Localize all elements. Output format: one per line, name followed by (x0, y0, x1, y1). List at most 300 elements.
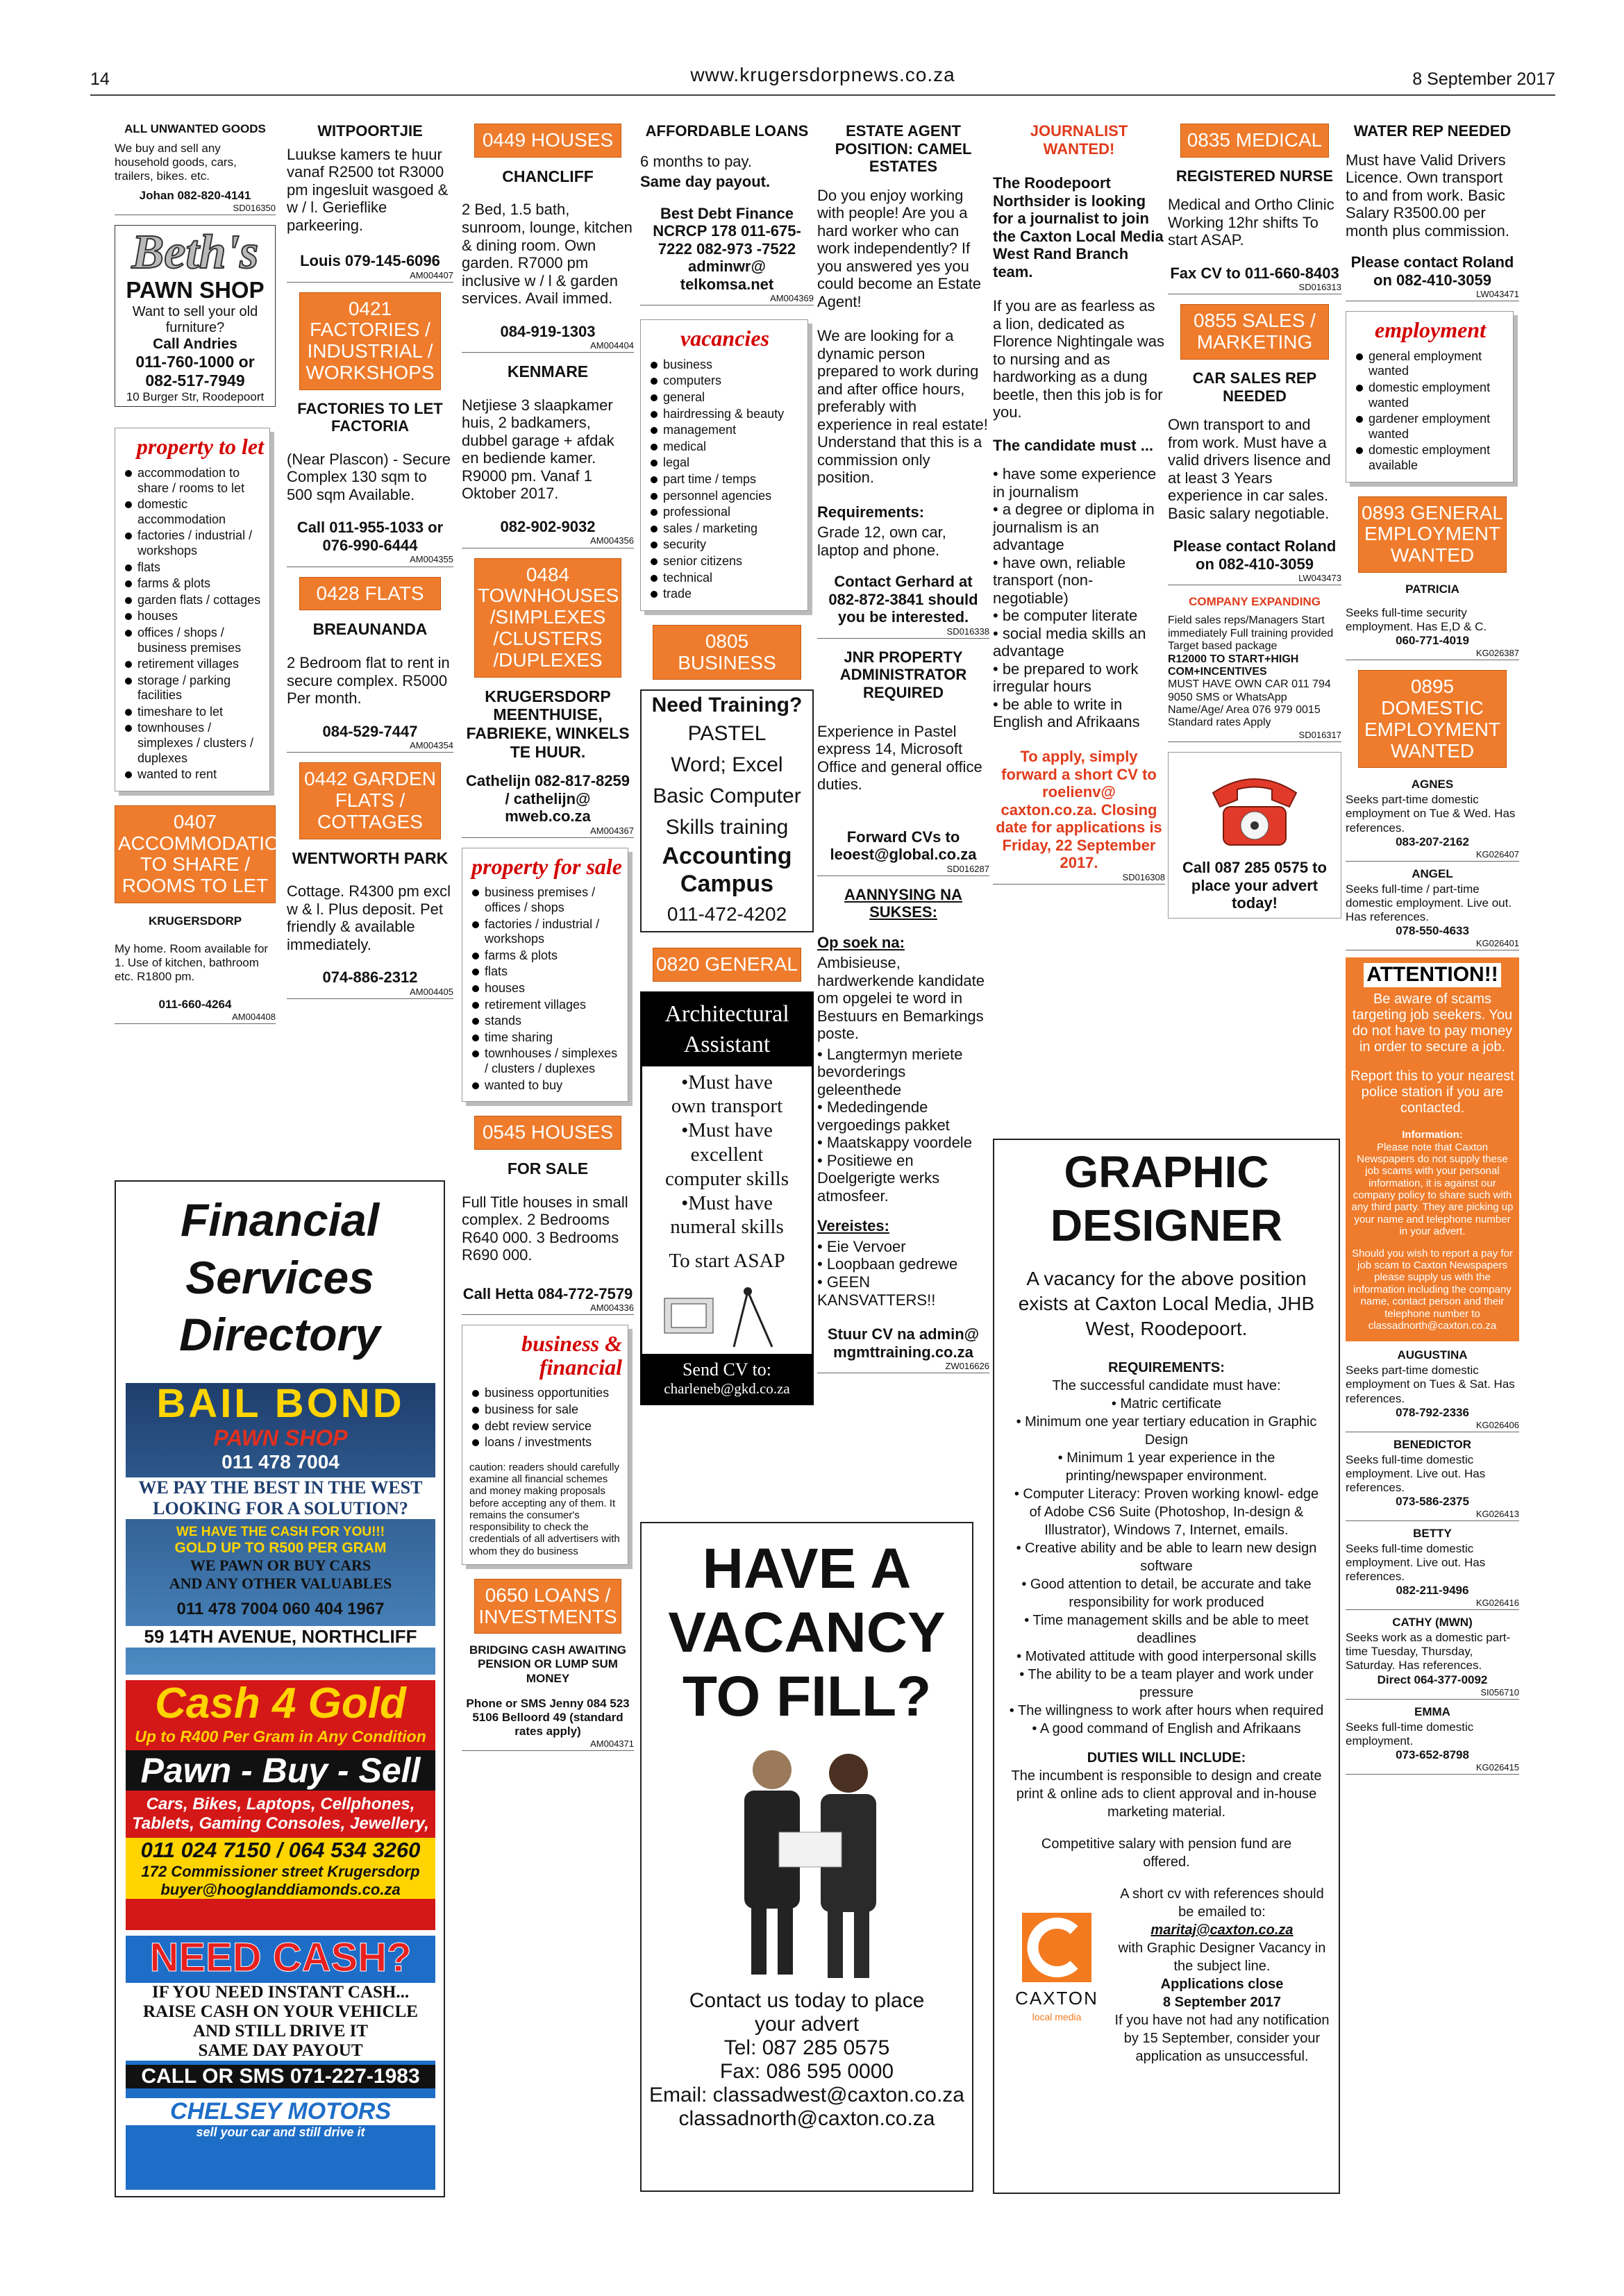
pawnshop-name: PAWN SHOP (126, 277, 265, 303)
need-cash-ad (126, 1936, 435, 2190)
index-item: domestic accommodation (122, 497, 264, 527)
person-ad (1346, 1616, 1519, 1699)
ad-text: To start ASAP (669, 1250, 785, 1273)
index-item: hairdressing & beauty (648, 407, 802, 422)
ad-text: Up to R400 Per Gram in Any Condition (135, 1727, 426, 1746)
list-item: • a degree or diploma in journalism is an advantage (993, 501, 1155, 554)
ad-heading: AFFORDABLE LOANS (645, 122, 809, 140)
cash-4-gold-ad (126, 1680, 435, 1930)
index-item: retirement villages (469, 998, 622, 1013)
index-item: management (648, 423, 802, 438)
ad-ref: AM004407 (287, 270, 453, 283)
ad-text: IF YOU NEED INSTANT CASH... (126, 1983, 435, 2002)
category-0407: 0407 ACCOMMODATION TO SHARE / ROOMS TO LET (115, 805, 276, 903)
ad-phone: Fax CV to 011-660-8403 (1170, 264, 1339, 282)
ad-text: Applications close (1160, 1976, 1284, 1992)
ad-text: Must have Valid Drivers Licence. Own transport to and from work. Basic Salary R3500.00 per month plus commission. (1346, 151, 1509, 240)
ad-text: •Must have (681, 1071, 773, 1093)
list-item: • Creative ability and be able to learn new design software (1016, 1540, 1317, 1574)
property-for-sale-index (462, 848, 628, 1102)
ad-heading: COMPANY EXPANDING (1189, 595, 1321, 609)
ad-ref: KG026416 (1346, 1598, 1519, 1610)
ad-text: Vereistes: (817, 1217, 889, 1235)
ad-ref: KG026387 (1346, 648, 1519, 660)
column-7 (1168, 118, 1341, 919)
ad-heading: DUTIES WILL INCLUDE: (1087, 1750, 1246, 1766)
ad-heading: Need Training? (651, 694, 803, 717)
call-to-advertise-ad (1168, 752, 1341, 919)
index-list (648, 358, 802, 602)
warning-text: Please note that Caxton Newspapers do not supply these job scams with your personal information, it is against our company policy to share such with any third party. They are picking up your name and telephone number in your advert. (1351, 1141, 1514, 1238)
ad-phone: Cathelijn 082-817-8259 / cathelijn@ mweb.co.za (465, 772, 630, 826)
index-item: houses (122, 609, 264, 624)
index-item: offices / shops / business premises (122, 626, 264, 655)
apply-text: To apply, simply forward a short CV to roelienv@ caxton.co.za. Closing date for applications is Friday, 22 September 2017. (996, 747, 1162, 872)
column-4 (640, 118, 814, 1405)
ad-text: Field sales reps/Managers Start immediately Full training provided Target based package (1168, 614, 1334, 653)
ad-heading: VACANCY (668, 1600, 946, 1664)
list-item: • social media skills an advantage (993, 624, 1146, 660)
index-title: business & financial (521, 1331, 622, 1380)
list-item: • Minimum one year tertiary education in Graphic Design (1016, 1414, 1317, 1448)
index-item: business opportunities (469, 1386, 622, 1401)
ad-ref: SD016338 (817, 626, 989, 639)
category-0820: 0820 GENERAL (653, 948, 801, 982)
person-ad (1346, 867, 1519, 950)
list-item: • Langtermyn meriete bevorderings geleenthede (817, 1045, 963, 1098)
ad-text: 8 September 2017 (1162, 1994, 1282, 2010)
index-list (1353, 349, 1507, 474)
ad-phone: 011-472-4202 (667, 903, 787, 925)
ad-heading: WITPOORTJIE (317, 122, 423, 140)
ad-heading: Pawn - Buy - Sell (126, 1750, 435, 1791)
employment-index (1346, 311, 1514, 482)
ad-address: 172 Commissioner street Krugersdorp (126, 1863, 435, 1881)
property-to-let-index (115, 428, 270, 791)
ad-ref: SD016313 (1168, 282, 1341, 294)
ad-text: Op soek na: (817, 933, 905, 951)
warning-heading: ATTENTION!! (1364, 963, 1501, 987)
index-item: legal (648, 455, 802, 471)
index-item: townhouses / simplexes / clusters / duplexes (122, 721, 264, 766)
ad-heading: JOURNALIST WANTED! (1030, 122, 1128, 158)
ad-ref: SD016287 (817, 864, 989, 876)
ad-heading: EMMA (1414, 1704, 1450, 1718)
category-0421: 0421 FACTORIES / INDUSTRIAL / WORKSHOPS (299, 292, 441, 390)
index-title: property for sale (471, 853, 622, 879)
ad-text: MUST HAVE OWN CAR 011 794 9050 SMS or WhatsApp Name/Age/ Area 076 979 0015 Standard rates Apply (1168, 678, 1331, 729)
index-item: retirement villages (122, 657, 264, 672)
ad-phone: Best Debt Finance NCRCP 178 011-675-7222 082-973 -7522 adminwr@ telkomsa.net (653, 204, 801, 293)
beths-logo: Beth's (131, 226, 259, 280)
index-item: computers (648, 374, 802, 389)
list-item: • be able to write in English and Afrikaans (993, 695, 1140, 731)
ad-text: Competitive salary with pension fund are offered. (1041, 1836, 1292, 1870)
ad-ref: ZW016626 (817, 1361, 989, 1373)
ad-heading: CATHY (MWN) (1392, 1616, 1473, 1629)
category-0895: 0895 DOMESTIC EMPLOYMENT WANTED (1358, 670, 1507, 768)
ad-text: Cars, Bikes, Laptops, Cellphones, (146, 1795, 415, 1814)
ad-heading: KRUGERSDORP MEENTHUISE, FABRIEKE, WINKELS TE HUUR. (466, 687, 630, 761)
ad-text: The incumbent is responsible to design and create print & online ads to client approval and in-house marketing material. (1011, 1768, 1322, 1820)
index-item: general employment wanted (1353, 349, 1507, 379)
ad-text: Netjiese 3 slaapkamer huis, 2 badkamers, dubbel garage + afdak en bediende kamer. R9000 pm. Vanaf 1 Oktober 2017. (462, 396, 614, 503)
list-item: • The willingness to work after hours when required (1009, 1702, 1324, 1718)
ad-heading: BREAUNANDA (312, 620, 428, 639)
ad-text: computer skills (664, 1167, 789, 1190)
ad-text: with Graphic Designer Vacancy in the subject line. (1118, 1940, 1326, 1974)
ad-heading: Assistant (683, 1032, 771, 1058)
ad-text: Grade 12, own car, laptop and phone. (817, 523, 946, 559)
ad-text: If you have not had any notification by 15 September, consider your application as unsuccessful. (1114, 2012, 1330, 2064)
architectural-assistant-ad (640, 991, 814, 1405)
ad-text: GOLD UP TO R500 PER GRAM (174, 1539, 387, 1556)
ad-heading: CAR SALES REP NEEDED (1192, 369, 1317, 405)
ad-address: 59 14TH AVENUE, NORTHCLIFF (126, 1626, 435, 1648)
telephone-icon (1174, 758, 1335, 860)
index-item: trade (648, 587, 802, 602)
category-0855: 0855 SALES / MARKETING (1180, 304, 1329, 360)
index-item: business for sale (469, 1402, 622, 1418)
index-item: factories / industrial / workshops (469, 917, 622, 947)
index-item: senior citizens (648, 554, 802, 569)
index-item: stands (469, 1014, 622, 1029)
index-item: factories / industrial / workshops (122, 528, 264, 558)
ad-text: Call 087 285 0575 to place your advert today! (1182, 859, 1327, 912)
ad-text: Seeks full-time security employment. Has E,D & C. (1346, 605, 1487, 634)
ad-heading: ESTATE AGENT POSITION: CAMEL ESTATES (835, 122, 972, 176)
ad-phone: 073-586-2375 (1396, 1494, 1469, 1508)
ad-text: Do you enjoy working with people! Are you a hard worker who can work independently? If you answered yes you could become an Estate Agent! (817, 186, 982, 310)
ad-text: 2 Bedroom flat to rent in secure complex. R5000 Per month. (287, 654, 450, 707)
category-0442: 0442 GARDEN FLATS / COTTAGES (299, 762, 441, 839)
ad-text: •Must have (681, 1119, 773, 1142)
caution-note: caution: readers should carefully examine all financial schemes and money making proposals before accepting any of them. It remains the consumer's responsibility to check the credentials of all advertisers with whom they do business (469, 1461, 620, 1557)
ad-text: Basic Computer (653, 785, 801, 808)
person-ad (1346, 778, 1519, 861)
ad-heading: NEED CASH? (149, 1935, 412, 1980)
list-item: • Mededingende vergoedings pakket (817, 1098, 950, 1134)
ad-text: Want to sell your old furniture? (132, 303, 258, 335)
ad-text: Campus (680, 870, 774, 897)
index-item: personnel agencies (648, 489, 802, 504)
ad-ref: AM004367 (462, 826, 634, 838)
index-item: gardener employment wanted (1353, 412, 1507, 442)
ad-heading: AANNYSING NA SUKSES: (844, 885, 962, 921)
list-item: • A good command of English and Afrikaans (1032, 1720, 1301, 1736)
directory-title: Financial Services Directory (179, 1194, 380, 1360)
ad-heading: GRAPHIC (1064, 1147, 1269, 1197)
index-title: employment (1375, 317, 1486, 343)
ad-heading: REGISTERED NURSE (1175, 167, 1334, 185)
ad-text: SAME DAY PAYOUT (126, 2041, 435, 2061)
ad-text: Seeks part-time domestic employment on Tue & Wed. Has references. (1346, 793, 1516, 835)
ad-text: A short cv with references should be emailed to: (1120, 1886, 1324, 1920)
ad-heading: HAVE A (702, 1537, 912, 1600)
caxton-logo (1008, 1913, 1105, 2023)
list-item: • Good attention to detail, be accurate and take responsibility for work produced (1021, 1576, 1312, 1610)
index-list (469, 885, 622, 1093)
ad-ref: KG026406 (1346, 1420, 1519, 1432)
index-item: domestic employment available (1353, 443, 1507, 473)
list-item: • Eie Vervoer (817, 1237, 906, 1255)
ad-phone: Direct 064-377-0092 (1377, 1673, 1488, 1686)
ad-text: Seeks full-time domestic employment. (1346, 1720, 1474, 1748)
index-item: flats (122, 560, 264, 576)
warning-text: Should you wish to report a pay for job scam to Caxton Newspapers please supply us with the information including the company name, contact person and their telephone number to classadnorth@caxton.co.za (1352, 1247, 1513, 1332)
ad-text: Luukse kamers te huur vanaf R2500 tot R3000 pm ingesluit wasgoed & w / l. Gerieflike parkeering. (287, 145, 449, 234)
ad-phone: 060-771-4019 (1396, 634, 1469, 648)
ad-phone: 074-886-2312 (322, 969, 418, 987)
ad-phone: 082-902-9032 (500, 517, 596, 535)
ad-ref: AM004408 (115, 1012, 276, 1024)
ad-text: The candidate must ... (993, 436, 1154, 454)
ad-phone: 078-792-2336 (1396, 1405, 1469, 1419)
benefit-list (817, 1046, 989, 1205)
ad-text: LOOKING FOR A SOLUTION? (126, 1498, 435, 1519)
ad-ref: LW043473 (1168, 573, 1341, 585)
index-list (469, 1386, 622, 1450)
list-item: • The ability to be a team player and work under pressure (1019, 1666, 1314, 1700)
index-item: houses (469, 981, 622, 996)
businessmen-illustration (642, 1735, 972, 1985)
ad-heading: PAWN SHOP (213, 1425, 348, 1450)
ad-phone: 082-211-9496 (1396, 1584, 1469, 1598)
logo-text: local media (1032, 2011, 1082, 2022)
ad-email[interactable]: maritaj@caxton.co.za (1150, 1922, 1294, 1938)
index-title: vacancies (680, 326, 769, 351)
index-item: timeshare to let (122, 705, 264, 720)
ad-text: (Near Plascon) - Secure Complex 130 sqm to 500 sqm Available. (287, 450, 451, 503)
person-ads (1346, 778, 1519, 950)
ad-phone: Phone or SMS Jenny 084 523 5106 Belloord 49 (standard rates apply) (466, 1696, 630, 1738)
ad-ref: AM004355 (287, 554, 453, 567)
ad-heading: REQUIREMENTS: (1108, 1359, 1225, 1375)
ad-text: If you are as fearless as a lion, dedicated as Florence Nightingale was to nursing and as hardworking as a dung beetle, then this job is for you. (993, 297, 1165, 421)
ad-heading: FOR SALE (507, 1159, 589, 1178)
index-item: debt review service (469, 1419, 622, 1434)
category-0893: 0893 GENERAL EMPLOYMENT WANTED (1358, 496, 1507, 573)
column-8 (1346, 118, 1519, 1780)
list-item: • Matric certificate (1111, 1396, 1222, 1411)
page-header (90, 64, 1555, 96)
category-0835: 0835 MEDICAL (1180, 124, 1329, 158)
category-0484: 0484 TOWNHOUSES /SIMPLEXES /CLUSTERS /DUPLEXES (474, 558, 621, 678)
index-item: accommodation to share / rooms to let (122, 466, 264, 496)
index-item: townhouses / simplexes / clusters / duplexes (469, 1046, 622, 1076)
ad-text: Medical and Ortho Clinic Working 12hr shifts To start ASAP. (1168, 196, 1334, 249)
ad-email: classadnorth@caxton.co.za (678, 2107, 935, 2131)
ad-phone: Forward CVs to leoest@global.co.za (830, 828, 977, 864)
ad-text: Seeks part-time domestic employment on Tues & Sat. Has references. (1346, 1364, 1515, 1405)
requirement-list (817, 1238, 989, 1309)
requirement-list (993, 465, 1165, 731)
index-item: business (648, 358, 802, 373)
ad-phone: Contact Gerhard at 082-872-3841 should you be interested. (828, 573, 978, 626)
ad-phone: Louis 079-145-6096 (300, 252, 440, 270)
ad-text: Skills training (665, 816, 789, 839)
list-item: • Minimum 1 year experience in the printing/newspaper environment. (1057, 1450, 1275, 1484)
ad-text: PASTEL (687, 722, 767, 746)
ad-heading: KRUGERSDORP (148, 914, 242, 928)
index-list (122, 466, 264, 782)
ad-text: •Must have (681, 1191, 773, 1214)
ad-text: A vacancy for the above position exists at Caxton Local Media, JHB West, Roodepoort. (1018, 1267, 1315, 1340)
category-0650: 0650 LOANS / INVESTMENTS (474, 1579, 621, 1634)
ad-heading: BENEDICTOR (1393, 1437, 1472, 1451)
warning-text: Be aware of scams targeting job seekers. You do not have to pay money in order to secure a job. (1352, 991, 1513, 1055)
ad-text: Ambisieuse, hardwerkende kandidate om opgelei te word in Bestuurs en Bemarkings poste. (817, 954, 985, 1043)
financial-services-directory (115, 1180, 445, 2197)
index-item: domestic employment wanted (1353, 380, 1507, 410)
site-url[interactable]: www.krugersdorpnews.co.za (690, 64, 955, 85)
ad-text: RAISE CASH ON YOUR VEHICLE (126, 2002, 435, 2022)
list-item: • Motivated attitude with good interpersonal skills (1016, 1648, 1316, 1664)
ad-phone: 084-529-7447 (322, 722, 418, 740)
ad-email: Email: classadwest@caxton.co.za (649, 2084, 964, 2107)
ad-phone: Tel: 087 285 0575 (723, 2036, 890, 2060)
have-a-vacancy-ad (640, 1522, 973, 2192)
ad-heading: ANGEL (1412, 866, 1453, 880)
beths-pawnshop-ad (115, 225, 276, 407)
drafting-tools-icon (642, 1277, 812, 1354)
index-title: property to let (136, 434, 264, 460)
column-6 (993, 118, 1165, 894)
ad-text: Requirements: (817, 503, 925, 521)
index-item: garden flats / cottages (122, 593, 264, 608)
ad-address: 10 Burger Str, Roodepoort (126, 389, 265, 403)
index-item: part time / temps (648, 472, 802, 487)
ad-text: AND ANY OTHER VALUABLES (169, 1574, 392, 1592)
ad-ref: AM004356 (462, 535, 634, 548)
ad-text: sell your car and still drive it (196, 2125, 365, 2139)
list-item: • have some experience in journalism (993, 465, 1157, 501)
training-ad (640, 689, 814, 932)
ad-heading: BRIDGING CASH AWAITING PENSION OR LUMP SUM MONEY (469, 1643, 627, 1685)
index-item: sales / marketing (648, 521, 802, 537)
ad-phone: 011-760-1000 or (135, 353, 255, 371)
ad-heading: TO FILL? (682, 1664, 932, 1728)
requirement-list (1008, 1395, 1325, 1738)
column-1 (115, 118, 294, 1034)
ad-ref: KG026415 (1346, 1762, 1519, 1775)
warning-text: Report this to your nearest police station if you are contacted. (1350, 1068, 1514, 1116)
ad-phone: 011 478 7004 (221, 1450, 340, 1473)
ad-phone: 011-660-4264 (158, 998, 232, 1012)
ad-phone: Fax: 086 595 0000 (719, 2060, 894, 2084)
ad-heading: PATRICIA (1405, 582, 1459, 596)
person-ad (1346, 1438, 1519, 1521)
column-2 (287, 118, 453, 1009)
person-ads (1346, 1348, 1519, 1775)
person-ad (1346, 1348, 1519, 1432)
ad-ref: AM004371 (462, 1738, 634, 1751)
ad-ref: AM004405 (287, 987, 453, 999)
list-item: • have own, reliable transport (non-negotiable) (993, 553, 1126, 607)
index-item: wanted to buy (469, 1078, 622, 1093)
ad-ref: LW043471 (1346, 289, 1519, 301)
graphic-designer-ad (993, 1139, 1340, 2194)
list-item: • GEEN KANSVATTERS!! (817, 1273, 936, 1309)
ad-ref: SD016317 (1168, 730, 1341, 742)
ad-phone: CALL OR SMS 071-227-1983 (126, 2065, 435, 2088)
ad-text: WE PAY THE BEST IN THE WEST (126, 1477, 435, 1498)
ad-text: Word; Excel (671, 753, 783, 777)
ad-heading: KENMARE (507, 362, 589, 381)
ad-heading: AUGUSTINA (1397, 1348, 1468, 1362)
ad-phone: Call Hetta 084-772-7579 (462, 1284, 633, 1302)
ad-phone: 083-207-2162 (1396, 835, 1469, 848)
ad-ref: SD016308 (993, 872, 1165, 885)
ad-email: buyer@hooglanddiamonds.co.za (126, 1881, 435, 1899)
category-0449: 0449 HOUSES (474, 124, 621, 158)
ad-ref: KG026413 (1346, 1509, 1519, 1521)
ad-phone: 011 478 7004 060 404 1967 (176, 1599, 385, 1618)
logo-text: CAXTON (1015, 1987, 1098, 2009)
ad-ref: AM004354 (287, 740, 453, 753)
ad-text: Call Andries (153, 335, 237, 352)
ad-text: AND STILL DRIVE IT (126, 2022, 435, 2041)
index-item: flats (469, 964, 622, 980)
ad-phone: 082-517-7949 (145, 371, 245, 389)
ad-heading: BETTY (1413, 1527, 1452, 1540)
ad-text: WE PAWN OR BUY CARS (190, 1556, 371, 1574)
ad-text: Accounting (662, 843, 792, 870)
warning-heading: Information: (1402, 1129, 1463, 1141)
chelsey-motors-logo: CHELSEY MOTORS (126, 2098, 435, 2125)
scam-warning (1346, 957, 1519, 1341)
ad-ref: AM004336 (462, 1302, 634, 1315)
ad-ref: AM004369 (640, 293, 814, 305)
ad-heading: FACTORIES TO LET FACTORIA (297, 399, 443, 435)
ad-text: own transport (671, 1095, 783, 1118)
person-ad (1346, 1705, 1519, 1775)
index-item: storage / parking facilities (122, 673, 264, 703)
ad-text: The Roodepoort Northsider is looking for a journalist to join the Caxton Local Media West Rand Branch team. (993, 174, 1164, 280)
list-item: • Positiewe en Doelgerigte werks atmosfeer. (817, 1151, 940, 1205)
index-item: time sharing (469, 1030, 622, 1046)
category-0805: 0805 BUSINESS (653, 625, 801, 680)
ad-text: 6 months to pay. (640, 152, 753, 170)
ad-text: numeral skills (670, 1216, 784, 1239)
ad-text: Seeks full-time domestic employment. Live out. Has references. (1346, 1542, 1486, 1584)
page-number: 14 (90, 69, 110, 89)
business-financial-index (462, 1325, 628, 1565)
ad-ref: KG026401 (1346, 938, 1519, 950)
ad-heading: JNR PROPERTY ADMINISTRATOR REQUIRED (839, 648, 967, 701)
ad-heading: WENTWORTH PARK (292, 848, 449, 867)
list-item: • Computer Literacy: Proven working knowl- edge of Adobe CS6 Suite (Photoshop, In-design & Illustrator), Windows 7, Internet, emails. (1014, 1486, 1319, 1538)
ad-text: Full Title houses in small complex. 2 Bedrooms R640 000. 3 Bedrooms R690 000. (462, 1193, 628, 1264)
header-rule (90, 94, 1555, 96)
ad-text: Same day payout. (640, 173, 771, 191)
ad-phone: Call 011-955-1033 or 076-990-6444 (296, 519, 444, 554)
ad-ref: AM004404 (462, 340, 634, 353)
ad-ref: KG026407 (1346, 849, 1519, 862)
person-ad (1346, 1527, 1519, 1610)
ad-text: R12000 TO START+HIGH COM+INCENTIVES (1168, 653, 1299, 678)
ad-phone: 084-919-1303 (500, 322, 596, 340)
column-3 (462, 118, 634, 1761)
index-item: technical (648, 571, 802, 586)
ad-text: Seeks work as a domestic part-time Tuesday, Thursday, Saturday. Has references. (1346, 1631, 1511, 1673)
ad-text: your advert (754, 2013, 860, 2036)
list-item: • Time management skills and be able to meet deadlines (1024, 1612, 1309, 1646)
ad-text: WE HAVE THE CASH FOR YOU!!! (176, 1524, 385, 1539)
ad-heading: Cash 4 Gold (155, 1679, 406, 1727)
list-item: • Maatskappy voordele (817, 1134, 972, 1152)
ad-text: excellent (690, 1143, 764, 1166)
